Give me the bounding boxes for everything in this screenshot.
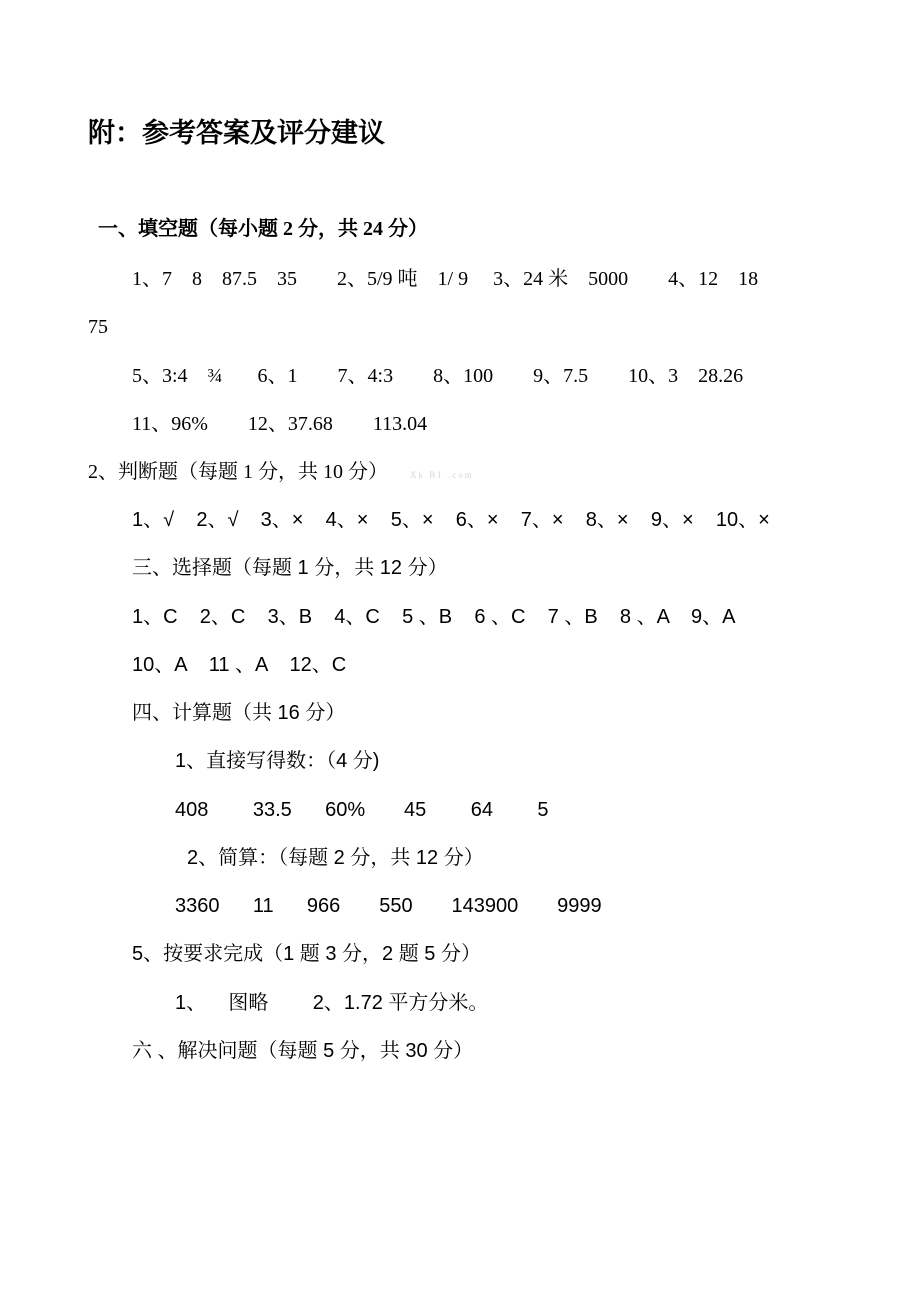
- section-4-sub-2-answers: 3360 11 966 550 143900 9999: [175, 895, 602, 917]
- section-3-answers-line-2: 10、A 11 、A 12、C: [132, 654, 347, 676]
- section-1-answers-line-1-wrap: 75: [88, 316, 108, 338]
- section-3-heading: 三、选择题（每题 1 分，共 12 分）: [132, 557, 448, 579]
- section-4-heading: 四、计算题（共 16 分）: [132, 702, 346, 724]
- section-2-answers: 1、√ 2、√ 3、× 4、× 5、× 6、× 7、× 8、× 9、× 10、×: [132, 509, 770, 531]
- section-2-heading: 2、判断题（每题 1 分，共 10 分）: [88, 461, 388, 483]
- document-title: 附：参考答案及评分建议: [88, 118, 385, 148]
- watermark-text: Xk B1 .com: [410, 470, 474, 480]
- section-1-answers-line-3: 11、96% 12、37.68 113.04: [132, 413, 428, 435]
- section-5-heading: 5、按要求完成（1 题 3 分，2 题 5 分）: [132, 943, 481, 965]
- section-4-sub-2-heading: 2、简算：（每题 2 分，共 12 分）: [187, 847, 484, 869]
- section-5-answers: 1、 图略 2、1.72 平方分米。: [175, 992, 489, 1014]
- section-6-heading: 六 、解决问题（每题 5 分，共 30 分）: [132, 1040, 474, 1062]
- section-4-sub-1-heading: 1、直接写得数：（4 分): [175, 750, 380, 772]
- section-3-answers-line-1: 1、C 2、C 3、B 4、C 5 、B 6 、C 7 、B 8 、A 9、A: [132, 606, 736, 628]
- section-1-heading: 一、填空题（每小题 2 分，共 24 分）: [98, 218, 428, 240]
- section-1-answers-line-2: 5、3:4 ¾ 6、1 7、4:3 8、100 9、7.5 10、3 28.26: [132, 365, 744, 387]
- section-1-answers-line-1: 1、7 8 87.5 35 2、5/9 吨 1/ 9 3、24 米 5000 4、12 18: [132, 268, 759, 290]
- section-4-sub-1-answers: 408 33.5 60% 45 64 5: [175, 799, 549, 821]
